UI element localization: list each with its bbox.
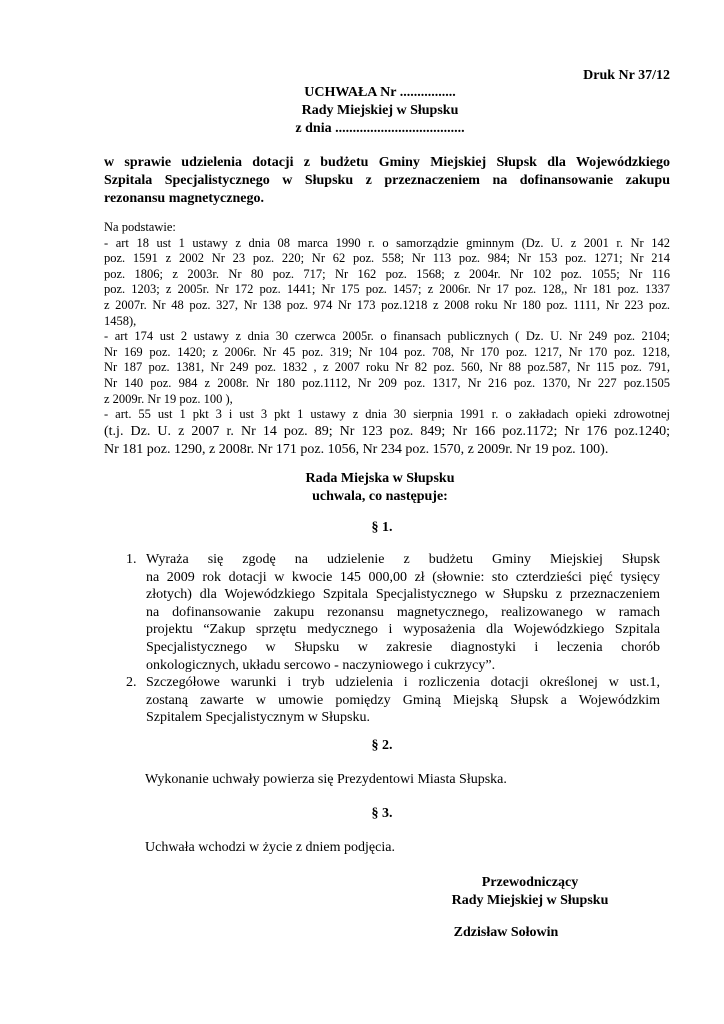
basis-line: 1458), xyxy=(104,313,137,328)
section-2-heading: § 2. xyxy=(371,738,393,753)
section-1-list xyxy=(120,551,660,727)
item-line: zostaną zawarte w umowie pomiędzy Gminą Miejską Słupsk a Wojewódzkim xyxy=(146,692,660,708)
section-2-text: Wykonanie uchwały powierza się Prezydentowi Miasta Słupska. xyxy=(145,772,507,787)
section-3-text: Uchwała wchodzi w życie z dniem podjęcia. xyxy=(145,840,395,855)
resolution-header xyxy=(200,84,560,138)
basis-line: Nr 187 poz. 1381, Nr 249 poz. 1832 , z 2007 roku Nr 82 poz. 560, Nr 88 poz.587, Nr 115 poz. 791, xyxy=(104,360,670,375)
basis-line: z 2009r. Nr 19 poz. 100 ), xyxy=(104,391,233,406)
council-line: Rada Miejska w Słupsku xyxy=(305,471,455,486)
item-line: Szczegółowe warunki i tryb udzielenia i rozliczenia dotacji określonej w ust.1, xyxy=(146,675,660,691)
basis-line: - art. 55 ust 1 pkt 3 i ust 3 pkt 1 ustawy z dnia 30 sierpnia 1991 r. o zakładach opieki zdrowotnej xyxy=(104,407,670,422)
resolution-title: UCHWAŁA Nr ................ xyxy=(304,85,456,100)
basis-line: Nr 181 poz. 1290, z 2008r. Nr 171 poz. 1056, Nr 234 poz. 1570, z 2009r. Nr 19 poz. 100). xyxy=(104,441,609,457)
basis-line: - art 18 ust 1 ustawy z dnia 08 marca 1990 r. o samorządzie gminnym (Dz. U. z 2001 r. Nr 142 xyxy=(104,235,670,250)
list-item xyxy=(120,551,660,674)
legal-basis xyxy=(104,220,670,459)
basis-line: z 2007r. Nr 48 poz. 327, Nr 138 poz. 974 Nr 173 poz.1218 z 2008 roku Nr 180 poz. 1111, Nr 223 poz. xyxy=(104,297,670,312)
item-line: na dofinansowanie zakupu rezonansu magnetycznego, realizowanego w ramach xyxy=(146,604,660,620)
print-number: Druk Nr 37/12 xyxy=(583,68,670,83)
basis-line: Nr 169 poz. 1420; z 2006r. Nr 45 poz. 319; Nr 104 poz. 708, Nr 170 poz. 1217, Nr 170 poz. 1218, xyxy=(104,344,670,359)
item-line: złotych) dla Wojewódzkiego Szpitala Specjalistycznego w Słupsku z przeznaczeniem xyxy=(146,587,660,603)
basis-line: - art 174 ust 2 ustawy z dnia 30 czerwca 2005r. o finansach publicznych ( Dz. U. Nr 249 poz. 2104; xyxy=(104,329,670,344)
basis-line: poz. 1806; z 2003r. Nr 80 poz. 717; Nr 162 poz. 1568; z 2004r. Nr 102 poz. 1055; Nr 116 xyxy=(104,266,670,281)
council-name: Rady Miejskiej w Słupsku xyxy=(301,103,459,118)
chairman-council: Rady Miejskiej w Słupsku xyxy=(451,893,609,908)
basis-line: poz. 1591 z 2002 Nr 23 poz. 220; Nr 62 poz. 558; Nr 113 poz. 984; Nr 153 poz. 1271; Nr 214 xyxy=(104,251,670,266)
subject-line: Szpitala Specjalistycznego w Słupsku z przeznaczeniem na dofinansowanie zakupu xyxy=(104,173,670,188)
section-3-heading: § 3. xyxy=(371,806,393,821)
council-resolves xyxy=(200,470,560,506)
subject-line: w sprawie udzielenia dotacji z budżetu Gminy Miejskiej Słupsk dla Wojewódzkiego xyxy=(104,155,670,170)
item-number: 2. xyxy=(126,675,137,691)
section-1-heading: § 1. xyxy=(371,520,393,535)
signature-block xyxy=(390,874,670,910)
item-line: na 2009 rok dotacji w kwocie 145 000,00 zł (słownie: sto czterdzieści pięć tysięcy xyxy=(146,569,660,585)
subject-line: rezonansu magnetycznego. xyxy=(104,191,264,206)
council-line: uchwala, co następuje: xyxy=(312,489,448,504)
basis-line: Nr 140 poz. 984 z 2008r. Nr 180 poz.1112, Nr 209 poz. 1317, Nr 216 poz. 1370, Nr 227 poz.1505 xyxy=(104,375,670,390)
basis-line: (t.j. Dz. U. z 2007 r. Nr 14 poz. 89; Nr 123 poz. 849; Nr 166 poz.1172; Nr 176 poz.1240; xyxy=(104,423,670,439)
item-line: Wyraża się zgodę na udzielenie z budżetu Gminy Miejskiej Słupsk xyxy=(146,552,660,567)
item-number: 1. xyxy=(126,552,137,567)
resolution-date: z dnia ..................................... xyxy=(295,121,465,136)
chairman-title: Przewodniczący xyxy=(481,875,579,890)
chairman-name: Zdzisław Sołowin xyxy=(453,925,559,940)
basis-line: poz. 1203; z 2005r. Nr 172 poz. 1441; Nr 175 poz. 1457; z 2006r. Nr 17 poz. 128,, Nr 181 poz. 1337 xyxy=(104,282,670,297)
item-line: onkologicznych, układu sercowo - naczyniowego i cukrzycy”. xyxy=(146,657,496,673)
basis-line: Na podstawie: xyxy=(104,220,176,234)
list-item xyxy=(120,674,660,727)
item-line: Specjalistycznego w Słupsku w zakresie diagnostyki i leczenia chorób xyxy=(146,639,660,655)
item-line: Szpitalem Specjalistycznym w Słupsku. xyxy=(146,710,370,726)
resolution-subject xyxy=(104,154,670,208)
item-line: projektu “Zakup sprzętu medycznego i wyposażenia dla Wojewódzkiego Szpitala xyxy=(146,622,660,638)
